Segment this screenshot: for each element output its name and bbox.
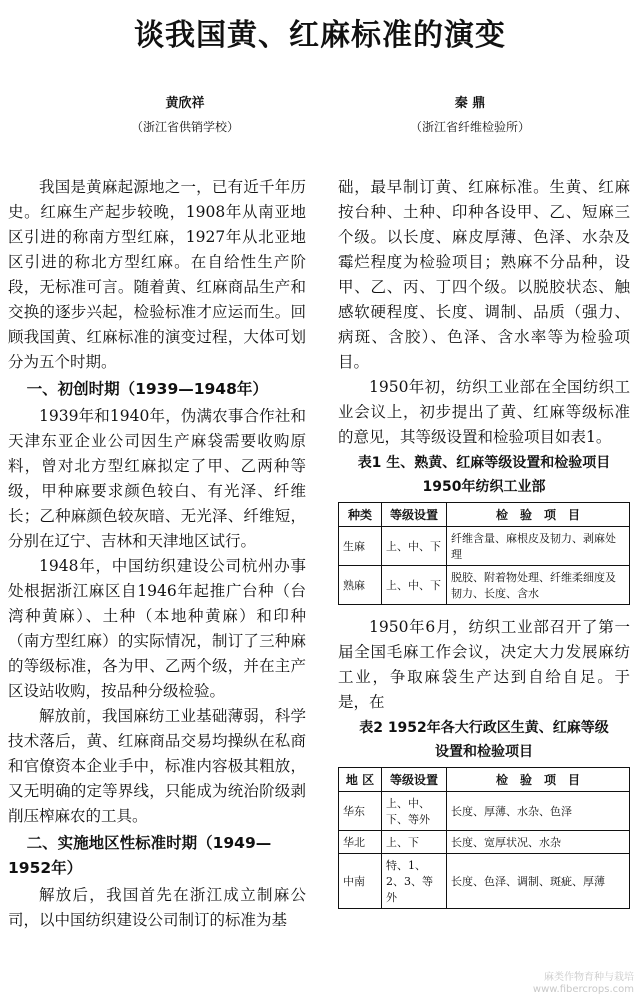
table-cell: 纤维含量、麻根皮及韧力、剥麻处理 [447,527,630,566]
table-row [339,831,630,854]
table1-caption: 表1 生、熟黄、红麻等级设置和检验项目 [357,455,611,471]
table-cell: 熟麻 [339,566,382,605]
watermark [533,972,634,996]
table-2 [338,767,630,909]
table-cell: 中南 [339,854,382,909]
author-affiliation-2: （浙江省纤维检验所） [409,120,530,134]
table-cell: 生麻 [339,527,382,566]
article-title: 谈我国黄、红麻标准的演变 [134,18,506,53]
table-row [339,792,630,831]
table-cell: 华东 [339,792,382,831]
table-cell: 华北 [339,831,382,854]
author-name-1: 黄欣祥 [165,96,205,111]
table-header-cell: 地 区 [339,768,382,792]
table-header-cell: 检 验 项 目 [447,503,630,527]
table-row [339,566,630,605]
table2-caption: 表2 1952年各大行政区生黄、红麻等级 [359,720,609,736]
table-cell: 特、1、2、3、等外 [382,854,447,909]
paragraph: 1939年和1940年，伪满农事合作社和天津东亚企业公司因生产麻袋需要收购原料，曾对北方型红麻拟定了甲、乙两种等级，甲种麻要求颜色较白、有光泽、纤维长；乙种麻颜色较灰暗、无光泽、纤维短，分别在辽宁、吉林和天津地区试行。 [8,407,306,550]
paragraph: 解放后，我国首先在浙江成立制麻公司，以中国纺织建设公司制订的标准为基 [8,886,306,929]
author-affiliation-1: （浙江省供销学校） [130,120,239,134]
paragraph: 1948年，中国纺织建设公司杭州办事处根据浙江麻区自1946年起推广台种（台湾种黄麻）、土种（本地种黄麻）和印种（南方型红麻）的实际情况，制订了三种麻的等级标准，各为甲、乙两个级，并在主产区设站收购，按品种分级检验。 [8,557,306,700]
author-name-2: 秦 鼎 [454,96,486,111]
table1-subcaption: 1950年纺织工业部 [422,479,546,495]
table-cell: 长度、厚薄、水杂、色泽 [447,792,630,831]
table-header-cell: 等级设置 [382,768,447,792]
table-cell: 上、中、下 [382,566,447,605]
paragraph: 解放前，我国麻纺工业基础薄弱，科学技术落后，黄、红麻商品交易均操纵在私商和官僚资本企业手中，标准内容极其粗放，又无明确的定等界线，只能成为统治阶级剥削压榨麻农的工具。 [8,707,306,825]
intro-paragraph: 我国是黄麻起源地之一，已有近千年历史。红麻生产起步较晚，1908年从南亚地区引进的称南方型红麻，1927年从北亚地区引进的称北方型红麻。在自给性生产阶段，无标准可言。随着黄、红麻商品生产和交换的逐步兴起，检验标准才应运而生。回顾我国黄、红麻标准的演变过程，大体可划分为五个时期。 [8,178,306,371]
paragraph: 1950年6月，纺织工业部召开了第一届全国毛麻工作会议，决定大力发展麻纺工业，争取麻袋生产达到自给自足。于是，在 [338,618,630,711]
paragraph: 1950年初，纺织工业部在全国纺织工业会议上，初步提出了黄、红麻等级标准的意见，其等级设置和检验项目如表1。 [338,378,630,446]
left-column [8,175,306,1000]
table2-subcaption: 设置和检验项目 [435,744,533,760]
table-header-cell: 等级设置 [382,503,447,527]
right-column [338,175,630,1000]
table-cell: 长度、色泽、调制、斑疵、厚薄 [447,854,630,909]
table-cell: 上、中、下 [382,527,447,566]
table-cell: 长度、宽厚状况、水杂 [447,831,630,854]
table-header-row [339,503,630,527]
table-cell: 上、中、下、等外 [382,792,447,831]
table-1 [338,502,630,605]
section-heading-2: 二、实施地区性标准时期（1949—1952年） [8,834,272,877]
table-row [339,854,630,909]
watermark-line-2: www.fibercrops.com [532,984,634,995]
watermark-line-1: 麻类作物育种与栽培 [544,972,634,983]
table-row [339,527,630,566]
table-header-row [339,768,630,792]
table-cell: 脱胶、附着物处理、纤维柔细度及韧力、长度、含水 [447,566,630,605]
table-cell: 上、下 [382,831,447,854]
paragraph-continued: 础，最早制订黄、红麻标准。生黄、红麻按台种、土种、印种各设甲、乙、短麻三个级。以长度、麻皮厚薄、色泽、水杂及霉烂程度为检验项目；熟麻不分品种，设甲、乙、丙、丁四个级。以脱胶状态、触感软硬程度、长度、调制、品质（强力、病斑、含胶）、色泽、含水率等为检验项目。 [338,178,630,371]
section-heading-1: 一、初创时期（1939—1948年） [26,380,268,398]
table-header-cell: 种类 [339,503,382,527]
table-header-cell: 检 验 项 目 [447,768,630,792]
